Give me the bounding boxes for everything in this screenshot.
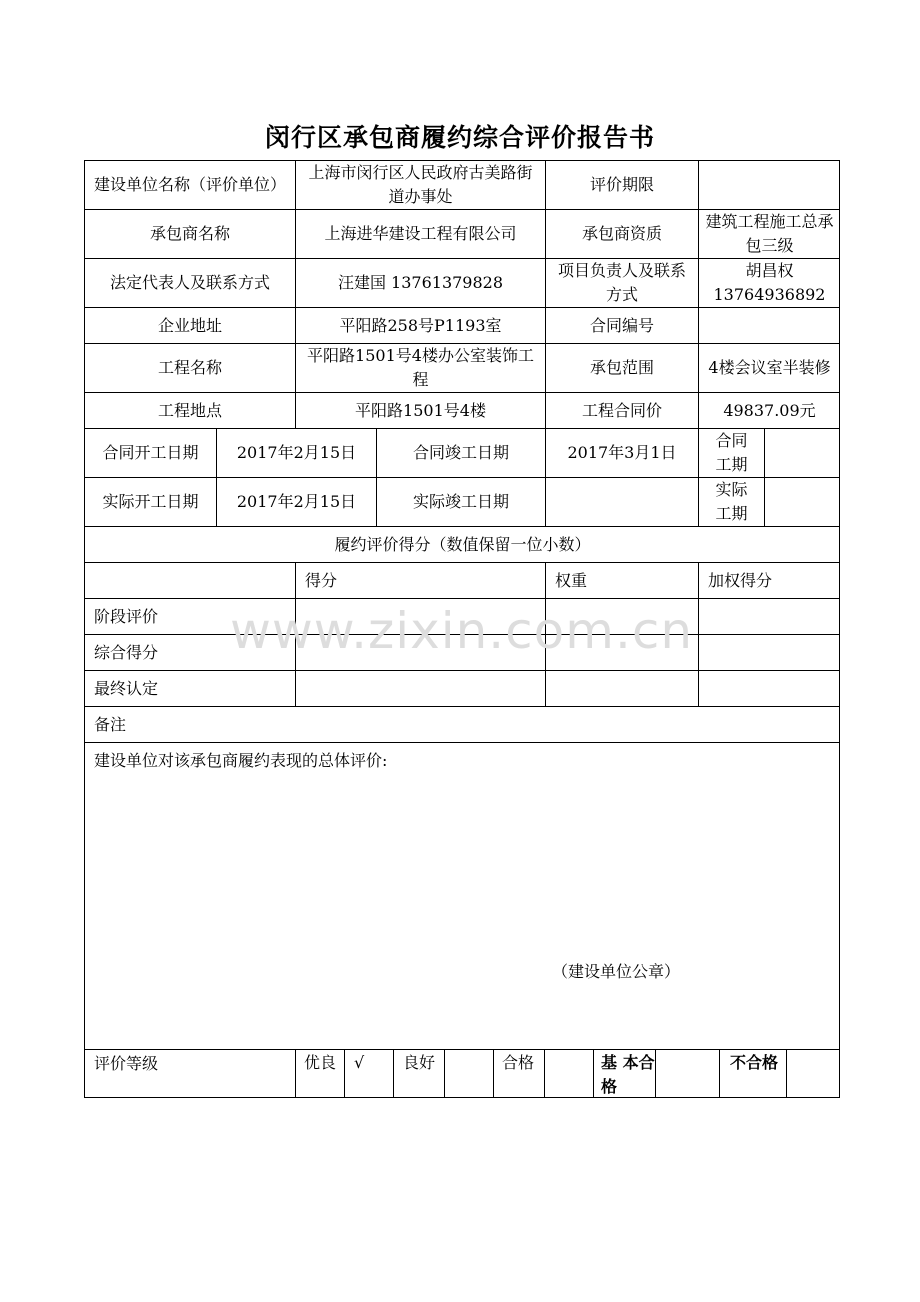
actual-end-label: 实际竣工日期 [376,477,545,526]
actual-end-value [545,477,698,526]
project-name-label: 工程名称 [84,343,295,392]
actual-start-label: 实际开工日期 [84,477,216,526]
contract-start-label: 合同开工日期 [84,428,216,477]
contract-scope-value: 4楼会议室半装修 [698,343,840,392]
contract-scope-label: 承包范围 [545,343,698,392]
grade-excellent-label: 优良 [295,1049,344,1098]
company-address-value: 平阳路258号P1193室 [295,307,545,343]
contract-end-value: 2017年3月1日 [545,428,698,477]
contractor-qualification-value: 建筑工程施工总承包三级 [698,209,840,258]
project-location-label: 工程地点 [84,392,295,428]
remarks-label: 备注 [84,706,840,742]
grade-good-label: 良好 [393,1049,444,1098]
score-heading: 履约评价得分（数值保留一位小数） [84,526,840,562]
stage-evaluation-score [295,598,545,634]
overall-evaluation-box [84,742,840,1049]
contract-number-value [698,307,840,343]
stage-evaluation-label: 阶段评价 [84,598,295,634]
overall-score-label: 综合得分 [84,634,295,670]
grade-fail-check[interactable] [786,1049,840,1098]
grade-basic-pass-label: 基 本合格 [593,1049,655,1098]
grade-fail-label: 不合格 [719,1049,786,1098]
score-col-weighted: 加权得分 [698,562,840,598]
watermark: www.zixin.com.cn [230,602,694,660]
contract-duration-value [764,428,840,477]
stage-evaluation-weighted [698,598,840,634]
builder-name-label: 建设单位名称（评价单位） [84,160,295,209]
contract-number-label: 合同编号 [545,307,698,343]
legal-rep-value: 汪建国 13761379828 [295,258,545,307]
builder-name-value: 上海市闵行区人民政府古美路街道办事处 [295,160,545,209]
contract-start-value: 2017年2月15日 [216,428,376,477]
overall-score-weighted [698,634,840,670]
legal-rep-label: 法定代表人及联系方式 [84,258,295,307]
overall-score-score [295,634,545,670]
contractor-name-value: 上海进华建设工程有限公司 [295,209,545,258]
contractor-qualification-label: 承包商资质 [545,209,698,258]
final-determination-score [295,670,545,706]
final-determination-weight [545,670,698,706]
project-name-value: 平阳路1501号4楼办公室装饰工程 [295,343,545,392]
overall-score-weight [545,634,698,670]
actual-duration-label: 实际工期 [698,477,764,526]
final-determination-label: 最终认定 [84,670,295,706]
score-col-score: 得分 [295,562,545,598]
page-title: 闵行区承包商履约综合评价报告书 [264,123,655,152]
actual-start-value: 2017年2月15日 [216,477,376,526]
project-manager-value: 胡昌权 13764936892 [698,258,840,307]
evaluation-period-value [698,160,840,209]
final-determination-weighted [698,670,840,706]
actual-duration-value [764,477,840,526]
project-location-value: 平阳路1501号4楼 [295,392,545,428]
contract-price-value: 49837.09元 [698,392,840,428]
evaluation-period-label: 评价期限 [545,160,698,209]
grade-pass-check[interactable] [544,1049,593,1098]
contract-end-label: 合同竣工日期 [376,428,545,477]
contract-price-label: 工程合同价 [545,392,698,428]
contract-duration-label: 合同工期 [698,428,764,477]
overall-evaluation-label: 建设单位对该承包商履约表现的总体评价: [94,751,388,770]
seal-label: （建设单位公章） [552,962,681,981]
score-col-weight: 权重 [545,562,698,598]
stage-evaluation-weight [545,598,698,634]
grade-good-check[interactable] [444,1049,493,1098]
grade-excellent-check[interactable]: √ [344,1049,393,1098]
company-address-label: 企业地址 [84,307,295,343]
grade-pass-label: 合格 [493,1049,544,1098]
score-col-blank [84,562,295,598]
project-manager-label: 项目负责人及联系方式 [545,258,698,307]
grade-basic-pass-check[interactable] [655,1049,719,1098]
grade-label: 评价等级 [84,1049,295,1098]
contractor-name-label: 承包商名称 [84,209,295,258]
